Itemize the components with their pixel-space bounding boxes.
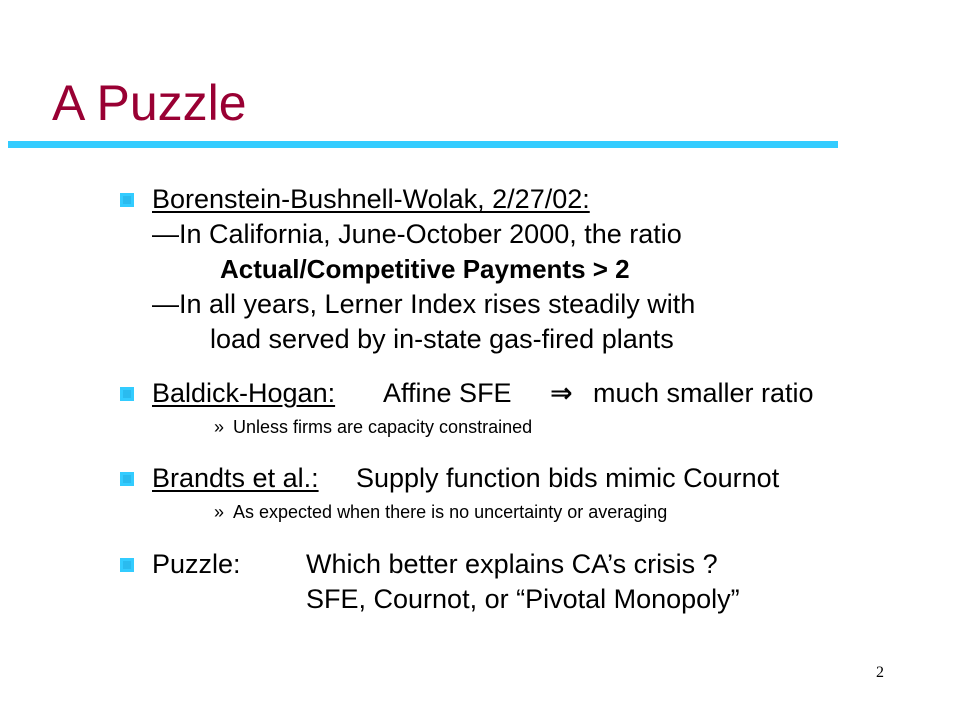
implies-icon: ⇒	[550, 378, 573, 409]
bullet-1-line-2: Actual/Competitive Payments > 2	[220, 254, 630, 284]
page-number: 2	[876, 664, 884, 681]
bullet-1-head: Borenstein-Bushnell-Wolak, 2/27/02:	[152, 184, 590, 214]
bullet-3-head: Brandts et al.:	[152, 463, 319, 493]
bullet-1-line-3: —In all years, Lerner Index rises steadily with	[152, 289, 696, 319]
sub-bullet-marker: »	[214, 417, 225, 437]
bullet-icon	[120, 387, 134, 401]
bullet-1-line-1: —In California, June-October 2000, the ratio	[152, 219, 682, 249]
bullet-1-line-4: load served by in-state gas-fired plants	[210, 324, 674, 354]
bullet-3-sub: As expected when there is no uncertainty or averaging	[233, 502, 668, 522]
bullet-2-sub: Unless firms are capacity constrained	[233, 417, 533, 437]
sub-bullet-marker: »	[214, 502, 225, 522]
bullet-icon	[120, 193, 134, 207]
bullet-3-text: Supply function bids mimic Cournot	[356, 463, 780, 493]
bullet-4-head: Puzzle:	[152, 549, 241, 579]
bullet-2-head: Baldick-Hogan:	[152, 378, 336, 408]
bullet-2-text-a: Affine SFE	[383, 378, 512, 408]
bullet-icon	[120, 558, 134, 572]
bullet-4-line-2: SFE, Cournot, or “Pivotal Monopoly”	[306, 584, 740, 614]
bullet-2-text-b: much smaller ratio	[593, 378, 814, 408]
bullet-4-line-1: Which better explains CA’s crisis ?	[306, 549, 718, 579]
bullet-icon	[120, 472, 134, 486]
slide-title: A Puzzle	[52, 75, 247, 131]
title-underline-rule	[8, 141, 838, 148]
